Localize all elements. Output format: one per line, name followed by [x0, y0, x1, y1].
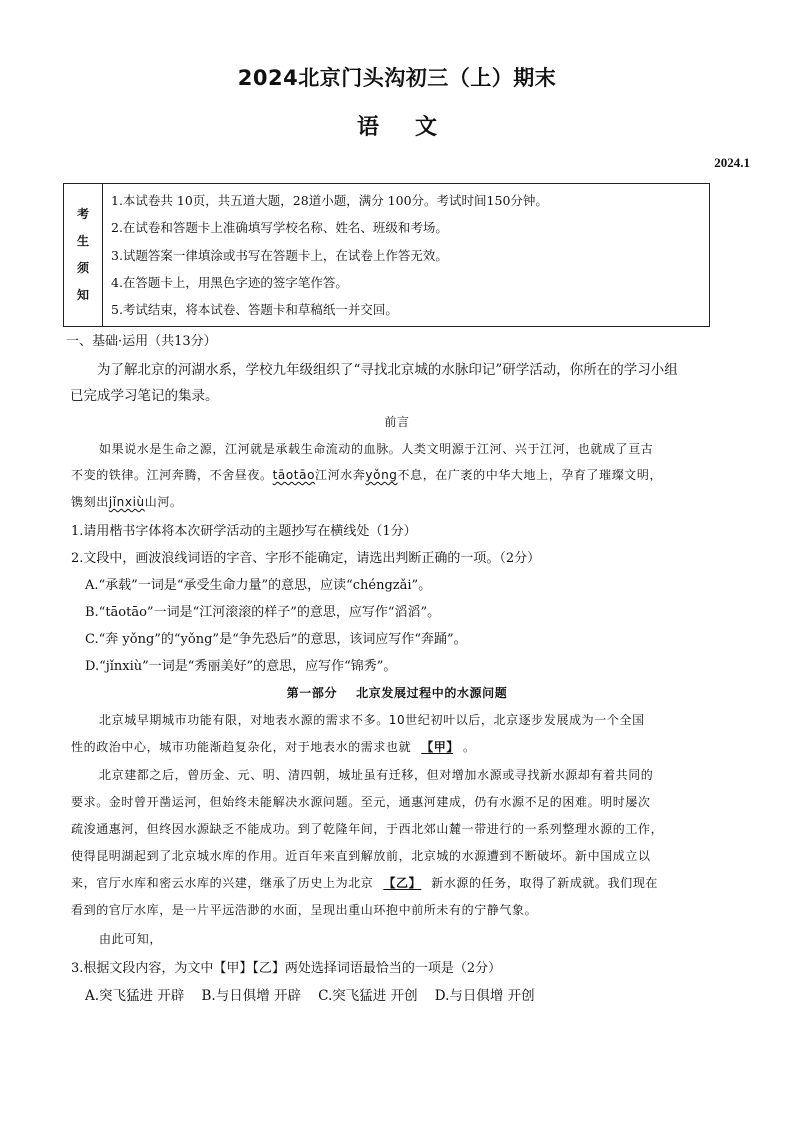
blank-yi: 【乙】	[383, 876, 422, 890]
q2-option-a: A.“承载”一词是“承受生命力量”的意思，应读“chéngzǎi”。	[85, 578, 432, 593]
part1-paragraph-line: 北京建都之后，曾历金、元、明、清四朝，城址虽有迁移，但对增加水源或寻找新水源却有着共同的	[99, 768, 654, 782]
preface-text: 镌刻出	[71, 495, 109, 509]
paragraph-text: 。	[463, 740, 476, 754]
q3-options: A.突飞猛进 开辟 B.与日俱增 开辟 C.突飞猛进 开创 D.与日俱增 开创	[85, 988, 535, 1004]
notice-items	[103, 184, 709, 326]
q2-option-c: C.“奔 yǒng”的“yǒng”是“争先恐后”的意思，该词应写作“奔踊”。	[85, 632, 467, 647]
section-heading: 一、基础·运用（共13分）	[66, 334, 217, 349]
preface-line-text: 如果说水是生命之源，江河就是承载生命流动的血脉。人类文明源于江河、兴于江河，也就成了亘古	[99, 442, 654, 456]
exam-date: 2024.1	[714, 155, 750, 170]
part1-paragraph-line	[71, 874, 658, 891]
preface-text: 江河水奔	[315, 468, 366, 482]
wavy-word-taotao: tāotāo	[272, 468, 316, 482]
part1-paragraph-line: 疏浚通惠河，但终因水源缺乏不能成功。到了乾隆年间，于西北郊山麓一带进行的一系列整理水源的工作，	[71, 822, 664, 836]
question-1: 1.请用楷书字体将本次研学活动的主题抄写在横线处（1分）	[71, 524, 417, 539]
part1-paragraph-line: 北京城早期城市功能有限，对地表水源的需求不多。10世纪初叶以后，北京逐步发展成为一个全国	[99, 713, 645, 727]
preface-line	[71, 466, 662, 483]
preface-text: 不息，在广袤的中华大地上，孕育了璀璨文明，	[397, 468, 663, 482]
preface-text: 不变的铁律。江河奔腾，不舍昼夜。	[71, 468, 273, 482]
q2-option-d: D.“jǐnxiù”一词是“秀丽美好”的意思，应写作“锦秀”。	[85, 659, 397, 674]
question-2: 2.文段中，画波浪线词语的字音、字形不能确定，请选出判断正确的一项。（2分）	[71, 551, 541, 566]
part1-paragraph-line: 要求。金时曾开凿运河，但始终未能解决水源问题。至元，通惠河建成，仍有水源不足的困难。明时屡次	[71, 795, 651, 809]
wavy-word-jinxiu: jǐnxiù	[108, 495, 145, 509]
exam-title: 2024北京门头沟初三（上）期末	[237, 66, 557, 90]
notice-item: 3.试题答案一律填涂或书写在答题卡上，在试卷上作答无效。	[111, 247, 448, 263]
paragraph-text: 性的政治中心，城市功能渐趋复杂化，对于地表水的需求也就	[71, 740, 412, 754]
notice-label-char: 考	[76, 207, 89, 221]
preface-line	[99, 440, 653, 457]
preface-title: 前言	[384, 415, 410, 429]
notice-box	[63, 183, 710, 327]
notice-label-char: 生	[76, 234, 89, 248]
part1-paragraph-line: 看到的官厅水库，是一片平远浩渺的水面，呈现出重山环抱中前所未有的宁静气象。	[71, 903, 538, 917]
part1-conclusion: 由此可知，	[99, 932, 163, 946]
exam-subject: 语文	[356, 115, 473, 140]
part1-paragraph-line: 使得昆明湖起到了北京城水库的作用。近百年来直到解放前，北京城的水源遭到不断破坏。新中国成立以	[71, 849, 651, 863]
part1-title: 第一部分 北京发展过程中的水源问题	[286, 686, 508, 700]
notice-item: 2.在试卷和答题卡上准确填写学校名称、姓名、班级和考场。	[111, 220, 448, 236]
notice-item: 5.考试结束，将本试卷、答题卡和草稿纸一并交回。	[111, 302, 398, 318]
preface-line	[71, 493, 183, 510]
intro-line: 已完成学习笔记的集录。	[70, 388, 219, 404]
notice-label-char: 知	[76, 288, 89, 302]
part1-paragraph-line	[71, 738, 476, 755]
blank-jia: 【甲】	[421, 740, 454, 754]
preface-text: 山河。	[144, 495, 183, 509]
notice-label	[64, 184, 103, 326]
notice-label-char: 须	[76, 261, 89, 275]
notice-item: 1.本试卷共 10页，共五道大题，28道小题，满分 100分。考试时间150分钟。	[111, 193, 548, 208]
intro-line: 为了解北京的河湖水系，学校九年级组织了“寻找北京城的水脉印记”研学活动，你所在的学习小组	[97, 362, 678, 378]
question-3: 3.根据文段内容，为文中【甲】【乙】两处选择词语最恰当的一项是（2分）	[71, 961, 502, 976]
q2-option-b: B.“tāotāo”一词是“江河滚滚的样子”的意思，应写作“滔滔”。	[85, 605, 441, 620]
paragraph-text: 来，官厅水库和密云水库的兴建，继承了历史上为北京	[71, 876, 374, 890]
wavy-word-yong: yǒng	[365, 468, 398, 482]
paragraph-text: 新水源的任务，取得了新成就。我们现在	[431, 876, 659, 890]
notice-item: 4.在答题卡上，用黑色字迹的签字笔作答。	[111, 274, 348, 290]
